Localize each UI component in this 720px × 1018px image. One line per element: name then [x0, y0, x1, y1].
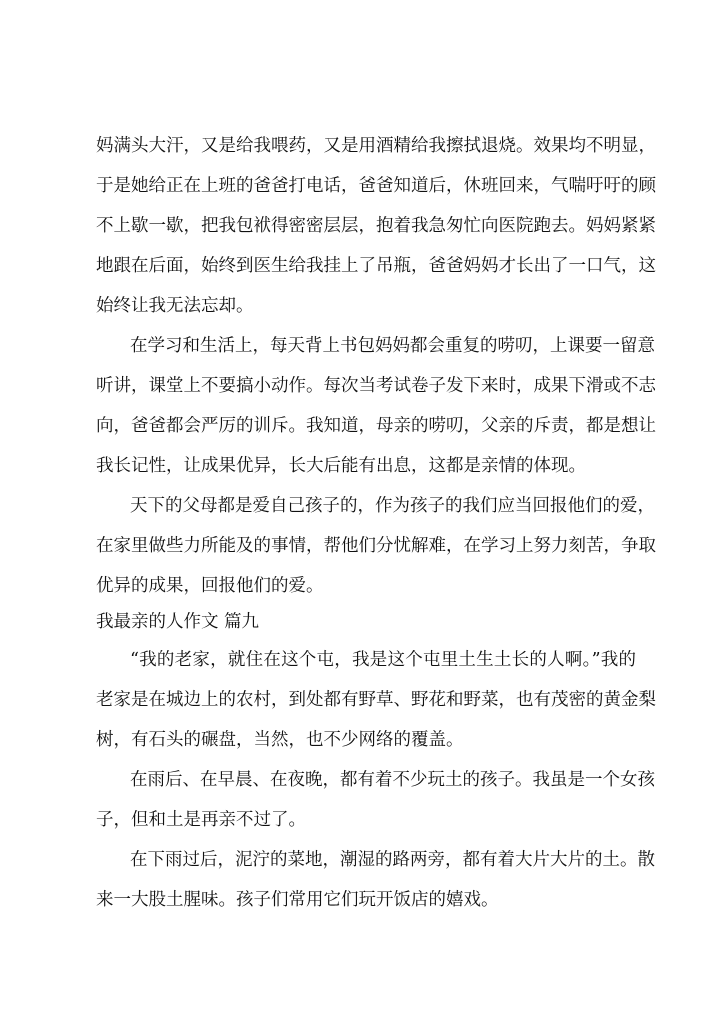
paragraph-1-line-5: 始终让我无法忘却。 [96, 296, 254, 316]
paragraph-3-line-2: 在家里做些力所能及的事情，帮他们分忧解难，在学习上努力刻苦，争取 [96, 536, 656, 556]
paragraph-5-line-2: 子，但和土是再亲不过了。 [96, 810, 306, 830]
paragraph-4-line-3: 树，有石头的碾盘，当然，也不少网络的覆盖。 [96, 730, 464, 750]
paragraph-3-line-3: 优异的成果，回报他们的爱。 [96, 576, 324, 596]
paragraph-2-line-3: 向，爸爸都会严厉的训斥。我知道，母亲的唠叨，父亲的斥责，都是想让 [96, 416, 656, 436]
paragraph-2-line-4: 我长记性，让成果优异，长大后能有出息，这都是亲情的体现。 [96, 456, 586, 476]
paragraph-4-line-2: 老家是在城边上的农村，到处都有野草、野花和野菜，也有茂密的黄金梨 [96, 690, 656, 710]
section-heading: 我最亲的人作文 篇九 [96, 612, 260, 632]
paragraph-2-line-1: 在学习和生活上，每天背上书包妈妈都会重复的唠叨，上课要一留意 [130, 336, 655, 356]
paragraph-6-line-2: 来一大股土腥味。孩子们常用它们玩开饭店的嬉戏。 [96, 890, 499, 910]
paragraph-2-line-2: 听讲，课堂上不要搞小动作。每次当考试卷子发下来时，成果下滑或不志 [96, 376, 656, 396]
paragraph-5-line-1: 在雨后、在早晨、在夜晚，都有着不少玩土的孩子。我虽是一个女孩 [130, 770, 655, 790]
paragraph-1-line-3: 不上歇一歇，把我包袱得密密层层，抱着我急匆忙向医院跑去。妈妈紧紧 [96, 216, 656, 236]
paragraph-1-line-2: 于是她给正在上班的爸爸打电话，爸爸知道后，休班回来，气喘吁吁的顾 [96, 176, 656, 196]
paragraph-6-line-1: 在下雨过后，泥泞的菜地，潮湿的路两旁，都有着大片大片的土。散 [130, 850, 655, 870]
paragraph-1-line-4: 地跟在后面，始终到医生给我挂上了吊瓶，爸爸妈妈才长出了一口气，这 [96, 256, 656, 276]
paragraph-3-line-1: 天下的父母都是爱自己孩子的，作为孩子的我们应当回报他们的爱， [130, 496, 655, 516]
paragraph-1-line-1: 妈满头大汗，又是给我喂药，又是用酒精给我擦拭退烧。效果均不明显， [96, 136, 656, 156]
paragraph-4-line-1: “我的老家，就住在这个屯，我是这个屯里土生土长的人啊。”我的 [130, 650, 636, 670]
